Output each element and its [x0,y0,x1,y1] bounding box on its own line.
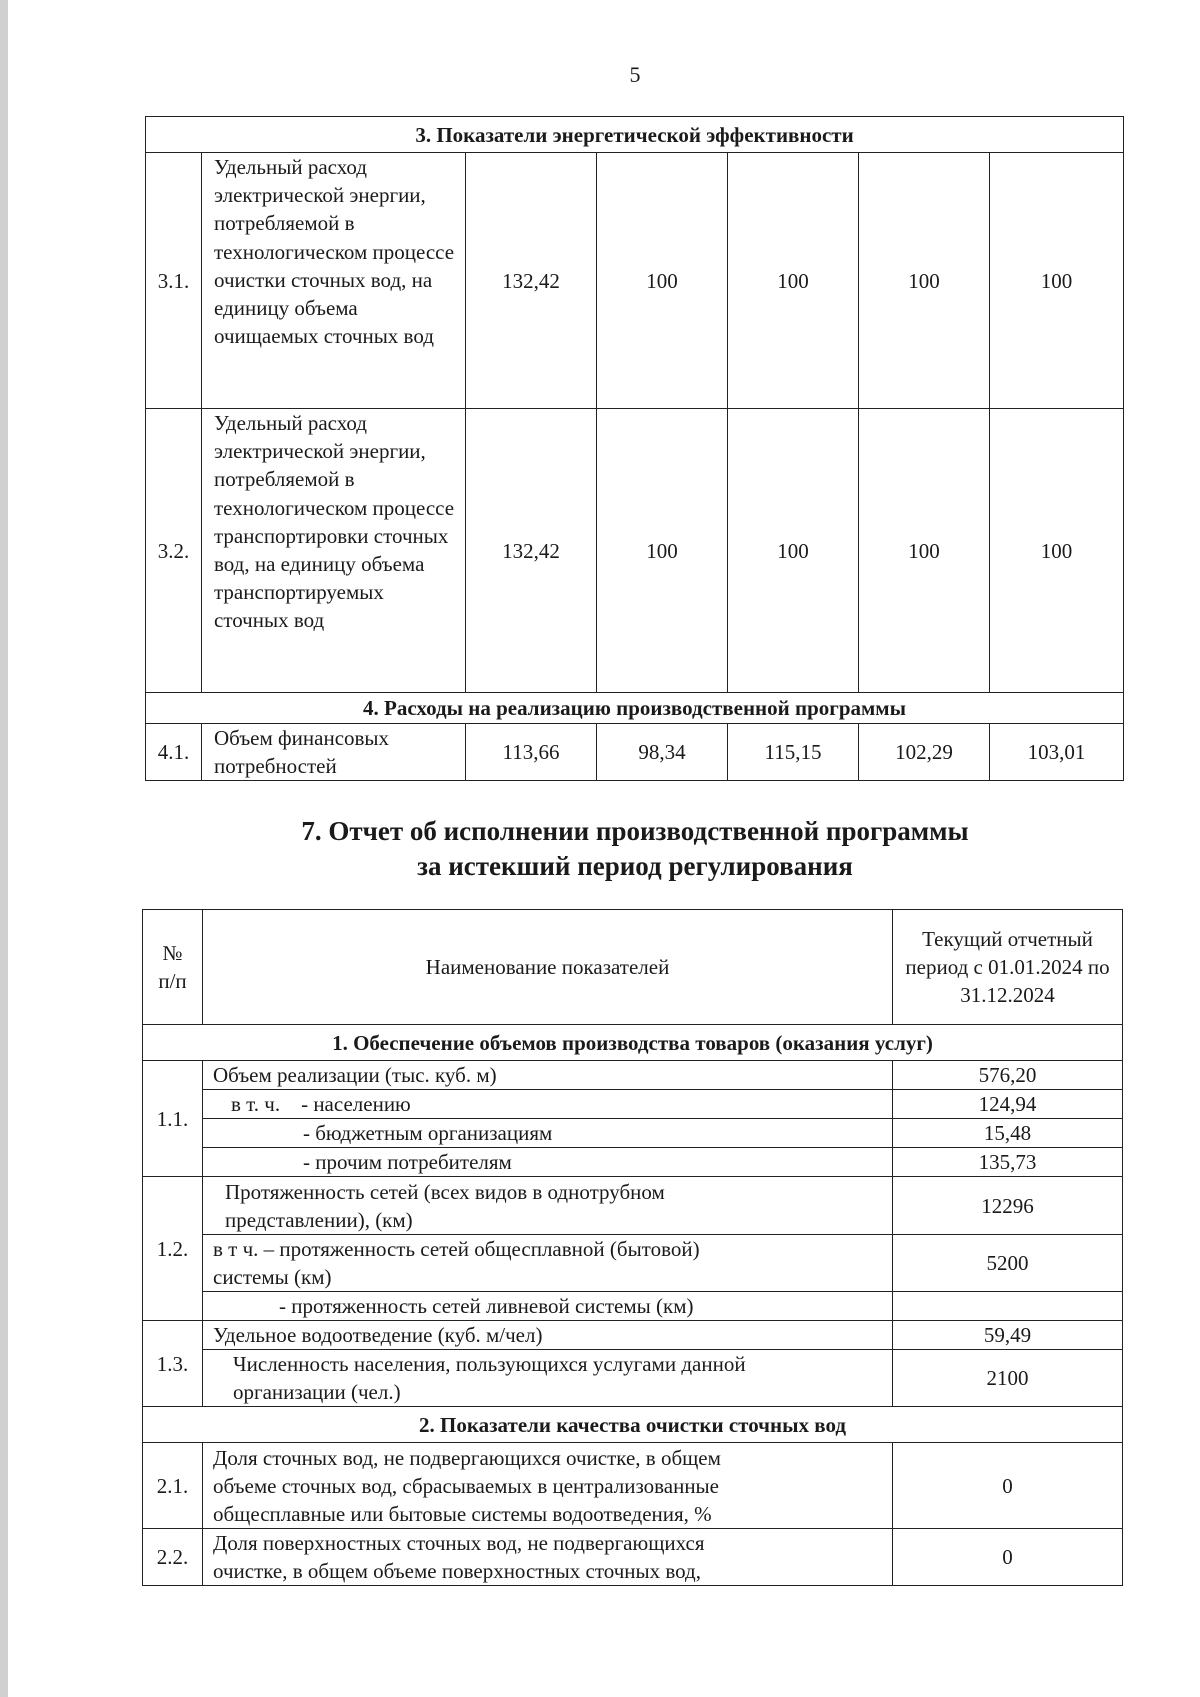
section-1-title: 1. Обеспечение объемов производства товаров (оказания услуг) [143,1025,1123,1061]
value-cell: 115,15 [728,724,859,781]
row-number: 3.1. [146,153,202,409]
indicator-name: Протяженность сетей (всех видов в однотрубном представлении), (км) [203,1177,893,1235]
value-cell: 12296 [893,1177,1123,1235]
indicator-name: Удельный расход электрической энергии, потребляемой в технологическом процессе очистки сточных вод, на единицу объема очищаемых сточных вод [202,153,466,409]
table-row [143,1177,1123,1235]
energy-efficiency-table [145,116,1124,781]
section-3-title: 3. Показатели энергетической эффективности [146,117,1124,153]
table-row [146,724,1124,781]
table-row [143,1321,1123,1350]
value-cell: 100 [728,409,859,693]
table-row [143,1148,1123,1177]
row-number: 4.1. [146,724,202,781]
indicator-name: - прочим потребителям [203,1148,893,1177]
header-name: Наименование показателей [203,910,893,1025]
value-cell: 100 [597,153,728,409]
row-number: 3.2. [146,409,202,693]
table-header-row [143,910,1123,1025]
indicator-name: - бюджетным организациям [203,1119,893,1148]
value-cell: 135,73 [893,1148,1123,1177]
table-row [146,409,1124,693]
table-row [143,1090,1123,1119]
value-cell: 100 [990,409,1124,693]
value-cell: 124,94 [893,1090,1123,1119]
row-number: 1.2. [143,1177,203,1321]
section-2-title: 2. Показатели качества очистки сточных вод [143,1407,1123,1443]
report-heading-line-2: за истекший период регулирования [417,851,853,881]
report-table [142,909,1123,1586]
indicator-name: в т. ч. - населению [203,1090,893,1119]
table-row [146,153,1124,409]
value-cell: 102,29 [859,724,990,781]
row-number: 1.3. [143,1321,203,1407]
value-cell: 15,48 [893,1119,1123,1148]
table-row [143,1443,1123,1529]
value-cell: 100 [597,409,728,693]
value-cell: 132,42 [466,409,597,693]
indicator-name: Доля сточных вод, не подвергающихся очистке, в общем объеме сточных вод, сбрасываемых в централизованные общесплавные или бытовые системы водоотведения, % [203,1443,893,1529]
table-row [143,1235,1123,1292]
indicator-name: Удельный расход электрической энергии, потребляемой в технологическом процессе транспортировки сточных вод, на единицу объема транспортируемых сточных вод [202,409,466,693]
value-cell: 0 [893,1529,1123,1586]
table-row [143,1119,1123,1148]
indicator-name: в т ч. – протяженность сетей общесплавной (бытовой) системы (км) [203,1235,893,1292]
value-cell: 100 [990,153,1124,409]
indicator-name: Удельное водоотведение (куб. м/чел) [203,1321,893,1350]
indicator-name: Объем реализации (тыс. куб. м) [203,1061,893,1090]
value-cell: 59,49 [893,1321,1123,1350]
row-number: 2.1. [143,1443,203,1529]
page-number: 5 [629,62,641,87]
value-cell: 100 [859,409,990,693]
value-cell: 5200 [893,1235,1123,1292]
value-cell: 100 [728,153,859,409]
table-row [143,1061,1123,1090]
indicator-name: - протяженность сетей ливневой системы (км) [203,1292,893,1321]
row-number: 1.1. [143,1061,203,1177]
section-4-title: 4. Расходы на реализацию производственной программы [146,693,1124,724]
report-heading-line-1: 7. Отчет об исполнении производственной программы [301,816,969,846]
value-cell: 0 [893,1443,1123,1529]
value-cell: 98,34 [597,724,728,781]
value-cell [893,1292,1123,1321]
table-row [143,1529,1123,1586]
row-number: 2.2. [143,1529,203,1586]
indicator-name: Объем финансовых потребностей [202,724,466,781]
value-cell: 103,01 [990,724,1124,781]
header-period: Текущий отчетный период с 01.01.2024 по 31.12.2024 [893,910,1123,1025]
value-cell: 132,42 [466,153,597,409]
value-cell: 2100 [893,1350,1123,1407]
value-cell: 113,66 [466,724,597,781]
table-row [143,1292,1123,1321]
value-cell: 100 [859,153,990,409]
header-number: № п/п [143,910,203,1025]
indicator-name: Доля поверхностных сточных вод, не подвергающихся очистке, в общем объеме поверхностных сточных вод, [203,1529,893,1586]
table-row [143,1350,1123,1407]
indicator-name: Численность населения, пользующихся услугами данной организации (чел.) [203,1350,893,1407]
value-cell: 576,20 [893,1061,1123,1090]
